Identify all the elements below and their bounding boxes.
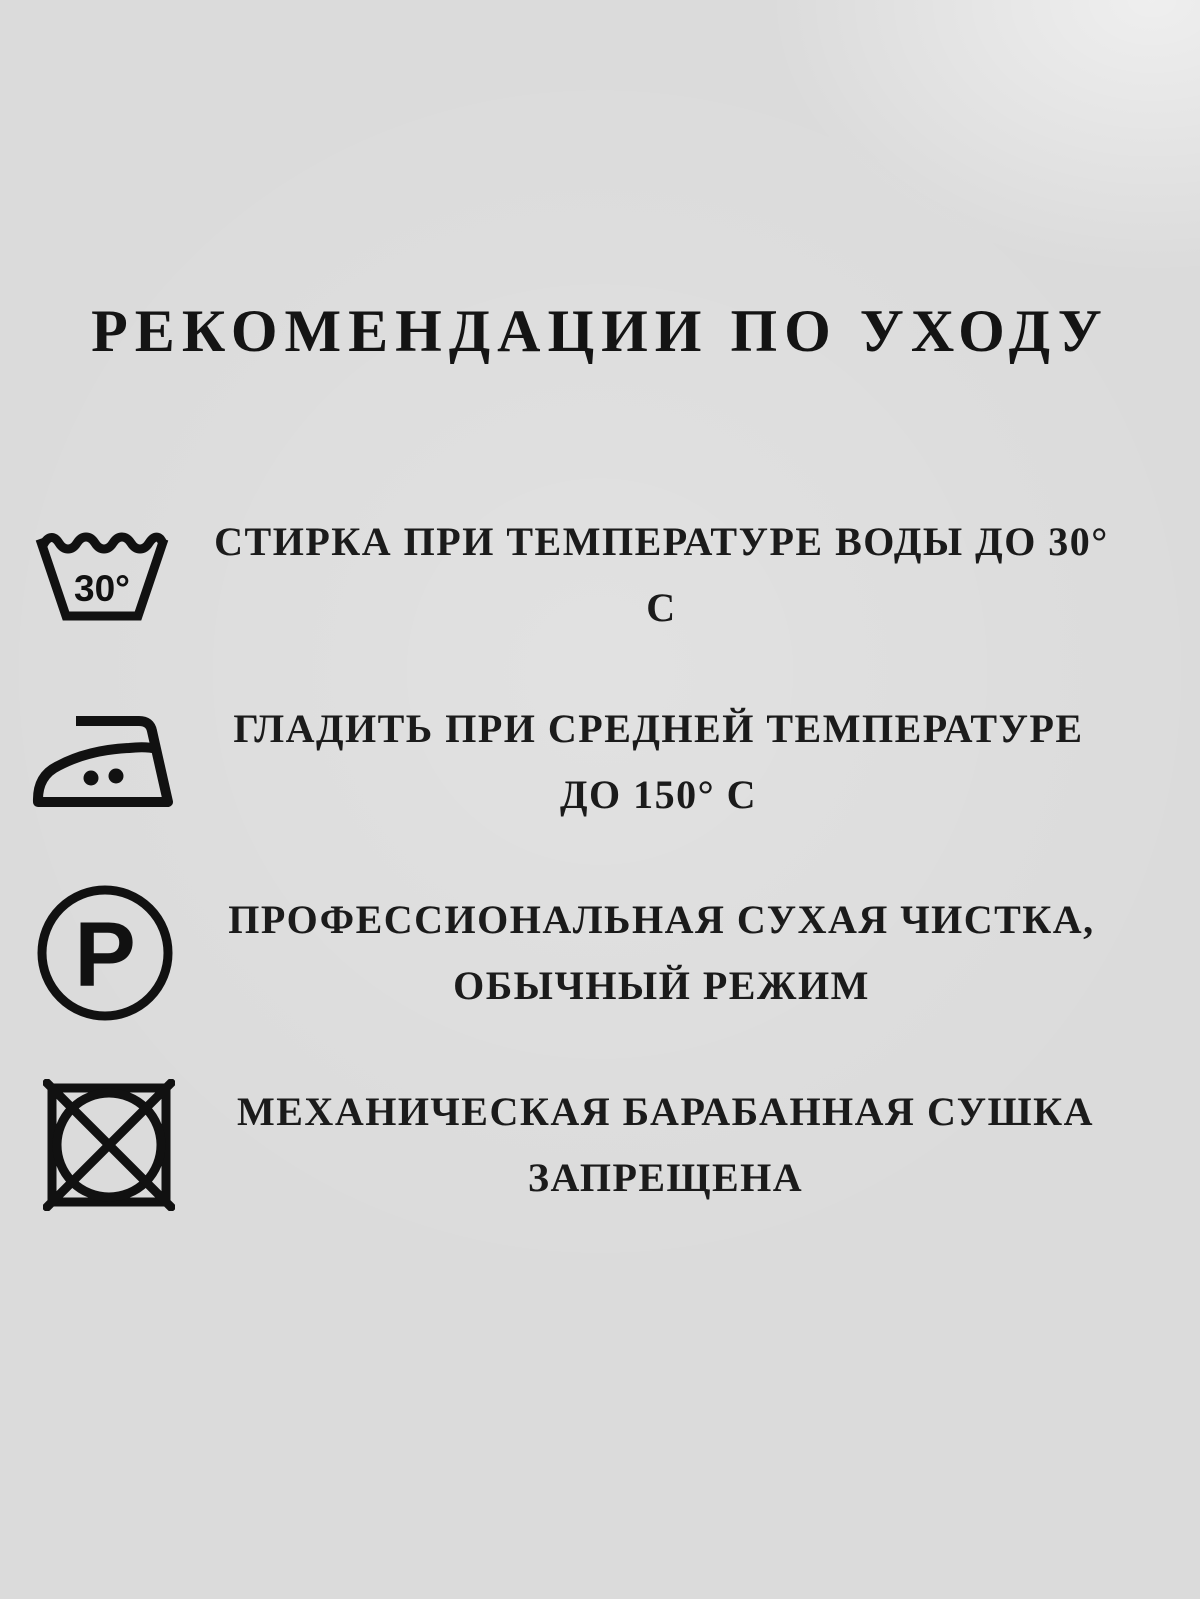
care-item-text: [205, 887, 1118, 1019]
care-item-text: [199, 696, 1118, 828]
care-item-line: ПРОФЕССИОНАЛЬНАЯ СУХАЯ ЧИСТКА,: [228, 897, 1095, 942]
care-item-line: ОБЫЧНЫЙ РЕЖИМ: [453, 963, 870, 1008]
care-item-dry-clean: [35, 883, 1118, 1023]
wash-temperature-label: 30°: [74, 568, 130, 609]
dry-clean-letter: P: [74, 904, 136, 1006]
care-item-line: МЕХАНИЧЕСКАЯ БАРАБАННАЯ СУШКА: [237, 1089, 1094, 1134]
iron-medium-temp-icon: [29, 712, 199, 812]
care-item-wash: [35, 509, 1118, 641]
no-tumble-dry-icon: [43, 1079, 213, 1211]
care-item-line: ГЛАДИТЬ ПРИ СРЕДНЕЙ ТЕМПЕРАТУРЕ: [233, 706, 1084, 751]
care-item-line: ЗАПРЕЩЕНА: [527, 1155, 804, 1200]
care-item-line: ДО 150° С: [559, 772, 757, 817]
care-item-line: СТИРКА ПРИ ТЕМПЕРАТУРЕ ВОДЫ ДО 30° С: [214, 519, 1109, 630]
care-item-text: [213, 1079, 1118, 1211]
care-item-no-tumble-dry: [35, 1078, 1118, 1212]
care-items-list: [0, 509, 1200, 1212]
page-title: РЕКОМЕНДАЦИИ ПО УХОДУ: [91, 298, 1109, 364]
care-item-text: [205, 509, 1118, 641]
dry-clean-p-icon: [35, 883, 205, 1023]
care-item-iron: [35, 696, 1118, 828]
wash-30-icon: [35, 528, 205, 622]
